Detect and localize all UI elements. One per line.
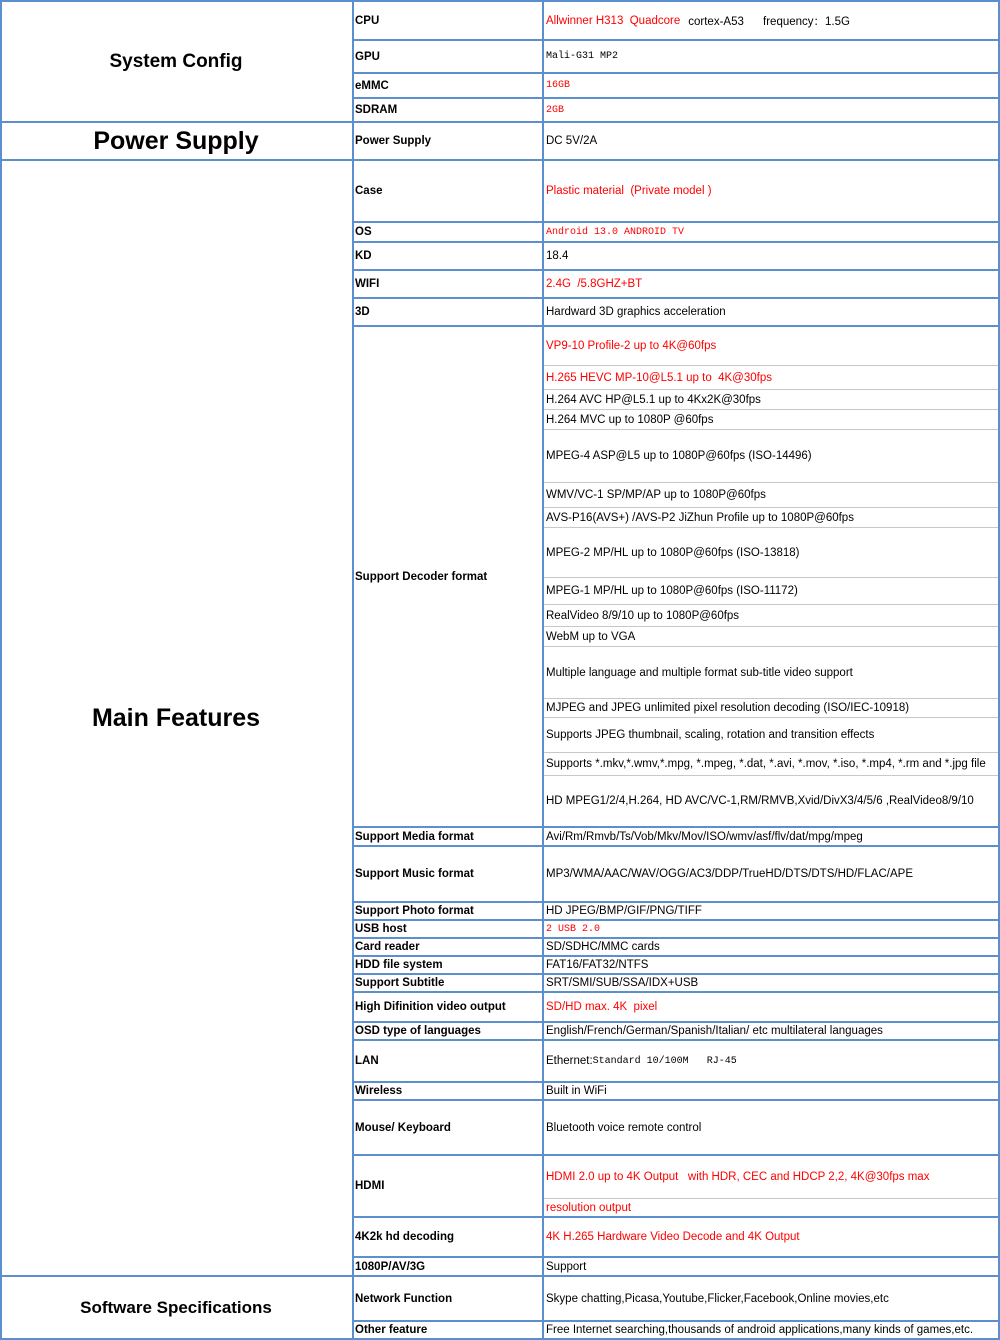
value-other-feature: Free Internet searching,thousands of android applications,many kinds of games,etc. — [546, 1324, 974, 1336]
label-sdram: SDRAM — [355, 104, 398, 116]
value-4k2k-decoding: 4K H.265 Hardware Video Decode and 4K Output — [546, 1231, 800, 1243]
label-photo-format: Support Photo format — [355, 905, 474, 917]
label-osd-languages: OSD type of languages — [355, 1025, 481, 1037]
section-software-specifications: Software Specifications — [80, 1297, 272, 1317]
label-gpu: GPU — [355, 50, 380, 63]
label-hd-video-output: High Difinition video output — [355, 1001, 506, 1013]
decoder-line: MPEG-2 MP/HL up to 1080P@60fps (ISO-13818) — [546, 546, 800, 559]
value-os: Android 13.0 ANDROID TV — [546, 226, 685, 238]
label-hdmi: HDMI — [355, 1180, 385, 1192]
value-lan-prefix: Ethernet: — [546, 1055, 593, 1067]
label-cpu: CPU — [355, 14, 380, 27]
section-system-config: System Config — [109, 50, 243, 72]
value-lan-spec: Standard 10/100M RJ-45 — [592, 1055, 737, 1067]
decoder-line: HD MPEG1/2/4,H.264, HD AVC/VC-1,RM/RMVB,Xvid/DivX3/4/5/6 ,RealVideo8/9/10 — [546, 795, 974, 807]
decoder-line: Supports *.mkv,*.wmv,*.mpg, *.mpeg, *.dat, *.avi, *.mov, *.iso, *.mp4, *.rm and *.jpg file — [546, 758, 986, 770]
decoder-line: VP9-10 Profile-2 up to 4K@60fps — [546, 340, 717, 352]
value-hd-video-output: SD/HD max. 4K pixel — [546, 1001, 658, 1013]
label-other-feature: Other feature — [355, 1324, 428, 1336]
value-wifi: 2.4G /5.8GHZ+BT — [546, 278, 643, 290]
label-kd: KD — [355, 250, 372, 262]
label-power-supply: Power Supply — [355, 135, 432, 147]
decoder-line: H.264 AVC HP@L5.1 up to 4Kx2K@30fps — [546, 393, 761, 406]
label-hdd-file-system: HDD file system — [355, 959, 443, 971]
decoder-line: AVS-P16(AVS+) /AVS-P2 JiZhun Profile up to 1080P@60fps — [546, 511, 854, 524]
decoder-line: H.265 HEVC MP-10@L5.1 up to 4K@30fps — [546, 371, 772, 384]
label-network-function: Network Function — [355, 1292, 453, 1305]
label-case: Case — [355, 185, 383, 197]
decoder-line: WebM up to VGA — [546, 630, 636, 643]
label-wifi: WIFI — [355, 278, 380, 290]
decoder-line: RealVideo 8/9/10 up to 1080P@60fps — [546, 609, 740, 622]
label-subtitle: Support Subtitle — [355, 977, 445, 989]
label-mouse-keyboard: Mouse/ Keyboard — [355, 1121, 451, 1134]
value-wireless: Built in WiFi — [546, 1085, 607, 1097]
value-cpu-core: cortex-A53 frequency：1.5G — [688, 15, 850, 28]
value-photo-format: HD JPEG/BMP/GIF/PNG/TIFF — [546, 905, 702, 917]
decoder-line: MPEG-4 ASP@L5 up to 1080P@60fps (ISO-14496) — [546, 450, 812, 462]
value-case: Plastic material (Private model ) — [546, 185, 712, 197]
value-media-format: Avi/Rm/Rmvb/Ts/Vob/Mkv/Mov/ISO/wmv/asf/flv/dat/mpg/mpeg — [546, 830, 863, 843]
label-decoder-format: Support Decoder format — [355, 570, 488, 583]
value-cpu-chip: Allwinner H313 Quadcore — [546, 14, 681, 27]
label-os: OS — [355, 226, 372, 238]
value-kd: 18.4 — [546, 250, 569, 262]
value-gpu: Mali-G31 MP2 — [546, 51, 619, 62]
decoder-line: MJPEG and JPEG unlimited pixel resolution decoding (ISO/IEC-10918) — [546, 702, 910, 714]
value-hdmi-line-2: resolution output — [546, 1201, 632, 1214]
decoder-line: Supports JPEG thumbnail, scaling, rotation and transition effects — [546, 729, 875, 741]
label-wireless: Wireless — [355, 1085, 403, 1097]
label-music-format: Support Music format — [355, 868, 474, 880]
value-sdram: 2GB — [546, 104, 565, 116]
value-power-supply: DC 5V/2A — [546, 135, 598, 147]
value-osd-languages: English/French/German/Spanish/Italian/ etc multilateral languages — [546, 1025, 883, 1037]
label-4k2k-decoding: 4K2k hd decoding — [355, 1231, 455, 1243]
decoder-line: H.264 MVC up to 1080P @60fps — [546, 413, 714, 426]
value-network-function: Skype chatting,Picasa,Youtube,Flicker,Facebook,Online movies,etc — [546, 1292, 889, 1305]
value-mouse-keyboard: Bluetooth voice remote control — [546, 1121, 702, 1134]
value-cpu — [546, 2, 998, 39]
value-subtitle: SRT/SMI/SUB/SSA/IDX+USB — [546, 977, 699, 989]
label-usb-host: USB host — [355, 923, 407, 935]
section-power-supply: Power Supply — [93, 126, 259, 155]
label-3d: 3D — [355, 306, 370, 318]
label-emmc: eMMC — [355, 79, 389, 92]
label-card-reader: Card reader — [355, 941, 420, 953]
decoder-line: Multiple language and multiple format sub-title video support — [546, 666, 853, 679]
value-1080p-av-3g: Support — [546, 1260, 587, 1273]
decoder-line: WMV/VC-1 SP/MP/AP up to 1080P@60fps — [546, 489, 766, 501]
value-lan — [546, 1041, 998, 1081]
label-media-format: Support Media format — [355, 830, 474, 843]
value-emmc: 16GB — [546, 80, 571, 91]
value-usb-host: 2 USB 2.0 — [546, 923, 601, 935]
value-hdd-file-system: FAT16/FAT32/NTFS — [546, 959, 649, 971]
section-main-features: Main Features — [91, 703, 261, 732]
value-3d: Hardward 3D graphics acceleration — [546, 306, 726, 318]
value-hdmi-line-1: HDMI 2.0 up to 4K Output with HDR, CEC and HDCP 2,2, 4K@30fps max — [546, 1171, 930, 1183]
value-music-format: MP3/WMA/AAC/WAV/OGG/AC3/DDP/TrueHD/DTS/DTS/HD/FLAC/APE — [546, 868, 913, 880]
label-lan: LAN — [355, 1055, 379, 1067]
label-1080p-av-3g: 1080P/AV/3G — [355, 1260, 426, 1273]
decoder-line: MPEG-1 MP/HL up to 1080P@60fps (ISO-11172) — [546, 585, 798, 597]
value-card-reader: SD/SDHC/MMC cards — [546, 941, 660, 953]
